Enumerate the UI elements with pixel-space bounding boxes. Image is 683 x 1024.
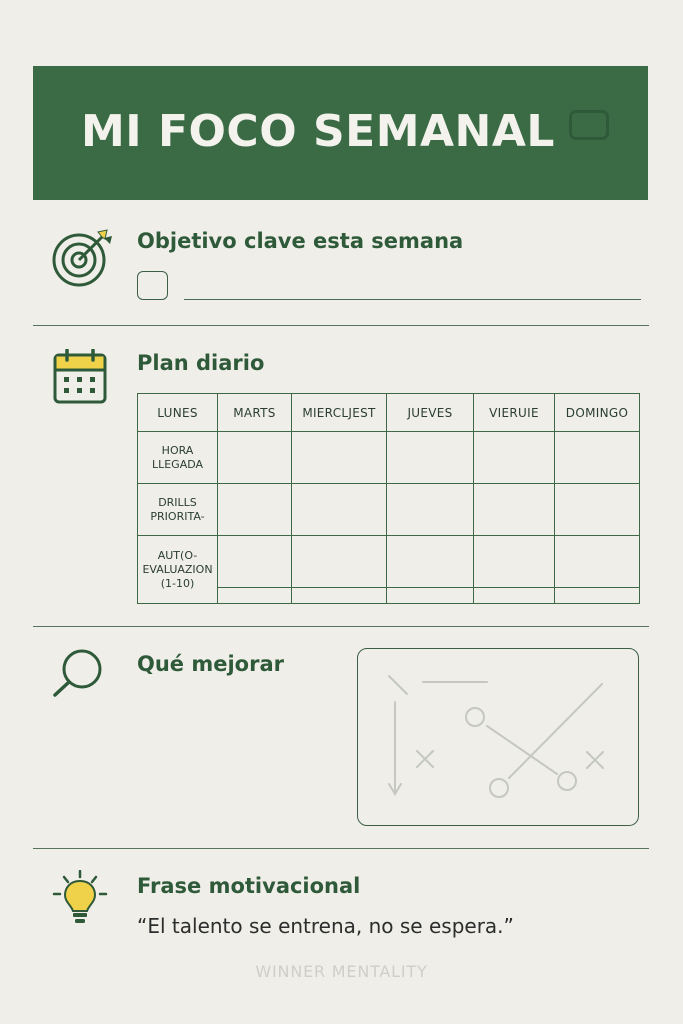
row-label-line: DRILLS bbox=[158, 495, 197, 509]
table-row bbox=[138, 432, 640, 484]
table-cell[interactable] bbox=[218, 432, 292, 484]
table-cell[interactable] bbox=[555, 536, 640, 588]
row-label-line: LLEGADA bbox=[151, 457, 204, 471]
day-header: DOMINGO bbox=[555, 394, 640, 432]
day-header: JUEVES bbox=[387, 394, 474, 432]
day-header: MARTS bbox=[218, 394, 292, 432]
row-label-line: HORA bbox=[161, 443, 194, 457]
table-cell[interactable] bbox=[292, 484, 387, 536]
tactics-board[interactable] bbox=[357, 648, 639, 826]
table-cell[interactable] bbox=[387, 588, 474, 604]
table-cell[interactable] bbox=[387, 484, 474, 536]
day-header: LUNES bbox=[138, 394, 218, 432]
day-header: VIERUIE bbox=[474, 394, 555, 432]
motivation-title: Frase motivacional bbox=[137, 874, 361, 898]
table-row bbox=[138, 536, 640, 588]
table-cell[interactable] bbox=[218, 484, 292, 536]
row-label-line: PRIORITA- bbox=[150, 509, 205, 523]
section-divider bbox=[33, 848, 649, 849]
row-label-line: (1-10) bbox=[160, 576, 195, 590]
target-icon bbox=[52, 228, 114, 288]
table-cell[interactable] bbox=[555, 432, 640, 484]
table-cell[interactable] bbox=[292, 432, 387, 484]
plan-table bbox=[137, 393, 640, 604]
objective-title: Objetivo clave esta semana bbox=[137, 229, 464, 253]
row-label bbox=[138, 432, 218, 484]
objective-input-line[interactable] bbox=[184, 299, 641, 300]
table-cell[interactable] bbox=[387, 432, 474, 484]
motivational-quote: “El talento se entrena, no se espera.” bbox=[137, 914, 514, 938]
row-label-line: AUT(O- bbox=[157, 548, 198, 562]
table-cell[interactable] bbox=[292, 536, 387, 588]
magnifier-icon bbox=[52, 648, 104, 698]
row-label bbox=[138, 536, 218, 604]
tactics-diagram bbox=[357, 648, 639, 826]
table-cell[interactable] bbox=[555, 588, 640, 604]
page-title: MI FOCO SEMANAL bbox=[81, 106, 555, 157]
table-cell[interactable] bbox=[474, 432, 555, 484]
table-cell[interactable] bbox=[218, 588, 292, 604]
header-banner bbox=[33, 66, 648, 200]
objective-checkbox[interactable] bbox=[137, 271, 168, 300]
section-divider bbox=[33, 626, 649, 627]
table-cell[interactable] bbox=[387, 536, 474, 588]
table-row bbox=[138, 484, 640, 536]
header-checkbox-icon bbox=[569, 110, 609, 140]
table-cell[interactable] bbox=[474, 588, 555, 604]
row-label-line: EVALUAZION bbox=[142, 562, 213, 576]
table-cell[interactable] bbox=[292, 588, 387, 604]
table-cell[interactable] bbox=[555, 484, 640, 536]
day-header: MIERCLJEST bbox=[292, 394, 387, 432]
table-header-row bbox=[138, 394, 640, 432]
row-label bbox=[138, 484, 218, 536]
section-divider bbox=[33, 325, 649, 326]
calendar-icon bbox=[53, 349, 107, 405]
plan-title: Plan diario bbox=[137, 351, 265, 375]
table-cell[interactable] bbox=[474, 536, 555, 588]
improve-title: Qué mejorar bbox=[137, 652, 284, 676]
footer-brand: WINNER MENTALITY bbox=[255, 962, 428, 981]
table-cell[interactable] bbox=[474, 484, 555, 536]
table-cell[interactable] bbox=[218, 536, 292, 588]
lightbulb-icon bbox=[52, 870, 112, 926]
